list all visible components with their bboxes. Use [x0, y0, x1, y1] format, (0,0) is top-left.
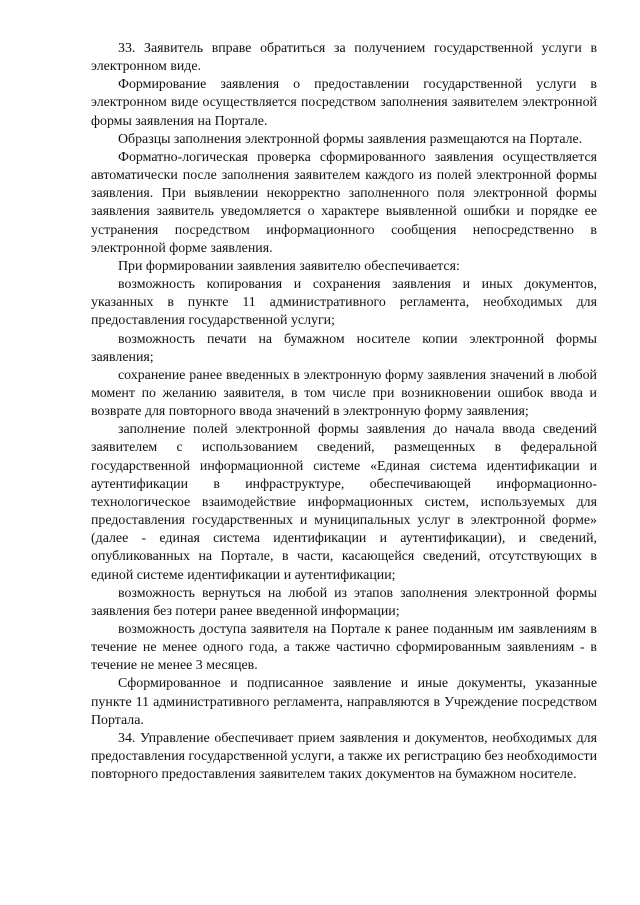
paragraph-provisions-intro: При формировании заявления заявителю обеспечивается: [118, 258, 460, 274]
paragraph-access-history: возможность доступа заявителя на Портале к ранее поданным им заявлениям в течение не менее одного года, а также частично сформированным заявлениям - в течение не менее 3 месяцев. [91, 622, 597, 674]
paragraph-format-check: Форматно-логическая проверка сформированного заявления осуществляется автоматически после заполнения заявителем каждого из полей электронной формы заявления. При выявлении некорректно заполненного поля электронной формы заявления заявитель уведомляется о характере выявленной ошибки и порядке ее устранения посредством информационного сообщения непосредственно в электронной форме заявления. [91, 149, 597, 256]
paragraph-copy-save: возможность копирования и сохранения заявления и иных документов, указанных в пункте 11 административного регламента, необходимых для предоставления государственной услуги; [91, 277, 597, 329]
paragraph-item-34: 34. Управление обеспечивает прием заявления и документов, необходимых для предоставления государственной услуги, а также их регистрацию без необходимости повторного предоставления заявителем таких документов на бумажном носителе. [91, 730, 597, 783]
document-body [91, 40, 597, 784]
paragraph-autofill: заполнение полей электронной формы заявления до начала ввода сведений заявителем с использованием сведений, размещенных в федеральной государственной информационной системе «Единая система идентификации и аутентификации в инфраструктуре, обеспечивающей информационно-технологическое взаимодействие информационных систем, используемых для предоставления государственных и муниципальных услуг в электронной форме» (далее - единая система идентификации и аутентификации), и сведений, опубликованных на Портале, в части, касающейся сведений, отсутствующих в единой системе идентификации и аутентификации; [91, 422, 597, 583]
paragraph-print: возможность печати на бумажном носителе копии электронной формы заявления; [91, 331, 597, 365]
paragraph-save-values: сохранение ранее введенных в электронную форму заявления значений в любой момент по желанию заявителя, в том числе при возникновении ошибок ввода и возврате для повторного ввода значений в электронную форму заявления; [91, 367, 597, 420]
paragraph-item-33: 33. Заявитель вправе обратиться за получением государственной услуги в электронном виде. [91, 41, 597, 75]
paragraph-samples: Образцы заполнения электронной формы заявления размещаются на Портале. [118, 131, 583, 147]
paragraph-form-filling: Формирование заявления о предоставлении государственной услуги в электронном виде осуществляется посредством заполнения заявителем электронной формы заявления на Портале. [91, 77, 597, 129]
paragraph-return-steps: возможность вернуться на любой из этапов заполнения электронной формы заявления без потери ранее введенной информации; [91, 585, 597, 619]
paragraph-submission: Сформированное и подписанное заявление и иные документы, указанные пункте 11 административного регламента, направляются в Учреждение посредством Портала. [91, 676, 597, 728]
